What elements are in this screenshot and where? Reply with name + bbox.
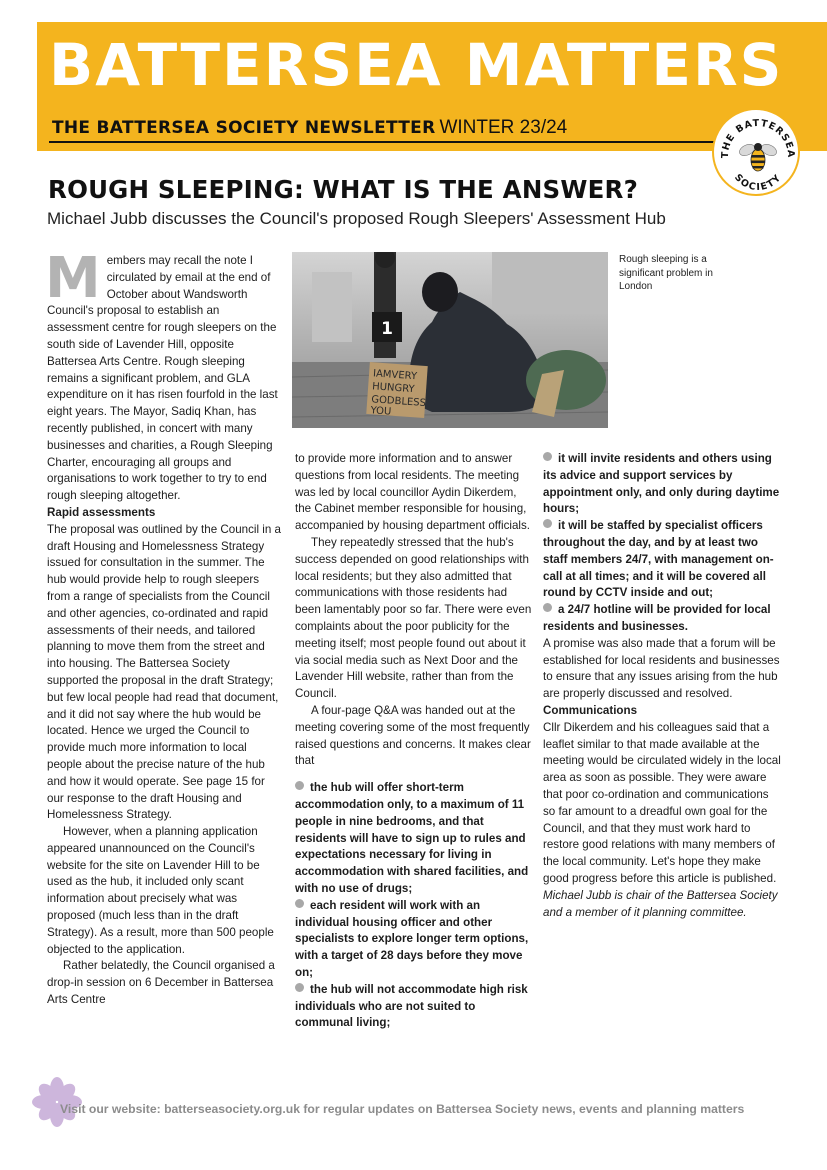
svg-text:SOCIETY: SOCIETY: [731, 172, 785, 194]
paragraph: Cllr Dikerdem and his colleagues said that a leaflet similar to that made available at the meeting would be circulated widely in the local area as soon as possible. They were aware that poor co-ordination and communications so far amount to a dreadful own goal for the Council, and that they must work hard to restore good relations with many members of the local community. Let's hope they make good progress before this article is published.: [543, 720, 781, 885]
subheading-communications: Communications: [543, 703, 638, 717]
masthead-title: BATTERSEA MATTERS: [49, 31, 784, 99]
masthead-banner: [37, 22, 827, 151]
column-2: [295, 451, 533, 1032]
article-photo: [292, 252, 608, 428]
paragraph: The proposal was outlined by the Council in a draft Housing and Homelessness Strategy issued for consultation in the summer. The hub would provide help to rough sleepers from a range of specialists from the Council and other agencies, co-ordinated and rapid assessments of their needs, and tailored planning to move them from the street and into housing. The Battersea Society supported the proposal in the draft Strategy; but few local people had read that document, and it did not say where the hub would be located. Hence we urged the Council to provide much more information to local people about the precise nature of the hub and how it would operate. See page 15 for our response to the draft Housing and Homelessness Strategy.: [47, 522, 281, 822]
subheading-rapid-assessments: Rapid assessments: [47, 505, 156, 519]
rough-sleeper-photo: [292, 252, 608, 428]
issue-label: WINTER 23/24: [439, 117, 568, 138]
bullet-list: [295, 780, 533, 1032]
paragraph: A promise was also made that a forum will be established for local residents and businesses to ensure that any issues arising from the hub are properly discussed and resolved.: [543, 636, 780, 701]
society-logo: [712, 108, 800, 196]
bullet-item: it will be staffed by specialist officers throughout the day, and by at least two staff members 24/7, with management on-call at all times; and it will be covered all round by CCTV inside and out;: [543, 519, 774, 600]
article-headline: ROUGH SLEEPING: WHAT IS THE ANSWER?: [48, 175, 639, 204]
svg-text:HUNGRY: HUNGRY: [371, 381, 415, 396]
bullet-dot-icon: [543, 603, 552, 612]
bullet-dot-icon: [295, 899, 304, 908]
paragraph: A four-page Q&A was handed out at the meeting covering some of the most frequently raised questions and concerns. It makes clear that: [295, 703, 531, 768]
footer-website-link[interactable]: Visit our website: batterseasociety.org.uk for regular updates on Battersea Society news, events and planning matters: [60, 1102, 745, 1116]
article-standfirst: Michael Jubb discusses the Council's proposed Rough Sleepers' Assessment Hub: [47, 209, 666, 228]
column-1: [45, 246, 282, 1009]
bullet-dot-icon: [295, 983, 304, 992]
bullet-dot-icon: [543, 452, 552, 461]
intro-text: embers may recall the note I circulated by email at the end of October about Wandsworth Council's proposal to establish an assessment centre for rough sleepers on the south side of Lavender Hill, opposite Battersea Arts Centre. Rough sleeping remains a significant problem, and GLA expenditure on it has risen fourfold in the last eight years. The Mayor, Sadiq Khan, has recently published, in concert with many businesses and charities, a Rough Sleeping Charter, encouraging all groups and organisations to work together to try to end rough sleeping altogether.: [47, 254, 278, 503]
bullet-item: the hub will offer short-term accommodation only, to a maximum of 11 people in nine bedrooms, and that residents will have to sign up to rules and expectations necessary for living in accommodation with shared facilities, and with no use of drugs;: [295, 781, 529, 895]
bullet-item: it will invite residents and others using its advice and support services by appointment only, and only during daytime hours;: [543, 452, 780, 516]
paragraph: They repeatedly stressed that the hub's success depended on good relationships with local residents; but they also admitted that communications with those residents had been lamentably poor so far. There were even complaints about the poor publicity for the meeting itself; most people found out about it via social media such as Next Door and the Lavender Hill website, rather than from the Council.: [295, 535, 532, 701]
bullet-dot-icon: [295, 781, 304, 790]
svg-text:GODBLESS: GODBLESS: [370, 394, 427, 410]
bullet-item: the hub will not accommodate high risk individuals who are not suited to communal living;: [295, 982, 528, 1030]
drop-cap: M: [45, 246, 101, 311]
paragraph: to provide more information and to answer questions from local residents. The meeting was led by local councillor Aydin Dikerdem, the Cabinet member responsible for housing, accompanied by housing department officials.: [295, 452, 531, 533]
photo-caption: Rough sleeping is a significant problem in London: [619, 254, 713, 292]
bullet-item: a 24/7 hotline will be provided for local residents and businesses.: [543, 603, 771, 633]
author-note: Michael Jubb is chair of the Battersea Society and a member of it planning committee.: [543, 888, 778, 919]
intro-paragraph: [45, 246, 282, 505]
paragraph: Rather belatedly, the Council organised a drop-in session on 6 December in Battersea Arts Centre: [47, 959, 275, 1007]
bee-logo-icon: [714, 110, 802, 198]
svg-text:IAMVERY: IAMVERY: [372, 368, 418, 383]
column-3: [543, 451, 783, 921]
svg-text:1: 1: [381, 319, 393, 339]
svg-text:YOU: YOU: [370, 405, 392, 418]
masthead-subtitle: [52, 118, 567, 137]
newsletter-name: THE BATTERSEA SOCIETY NEWSLETTER: [52, 118, 436, 138]
bullet-item: each resident will work with an individual housing officer and other specialists to explore longer term options, with a target of 28 days before they move on;: [295, 898, 529, 979]
bullet-list: [543, 451, 783, 636]
bullet-dot-icon: [543, 519, 552, 528]
svg-text:THE BATTERSEA: THE BATTERSEA: [719, 117, 797, 159]
paragraph: However, when a planning application appeared unannounced on the Council's website for the site on Lavender Hill to be used as the hub, it included only scant information about precisely what was proposed (much less than in the draft Strategy). As a result, more than 500 people objected to the application.: [47, 825, 274, 956]
masthead-rule: [49, 141, 719, 143]
